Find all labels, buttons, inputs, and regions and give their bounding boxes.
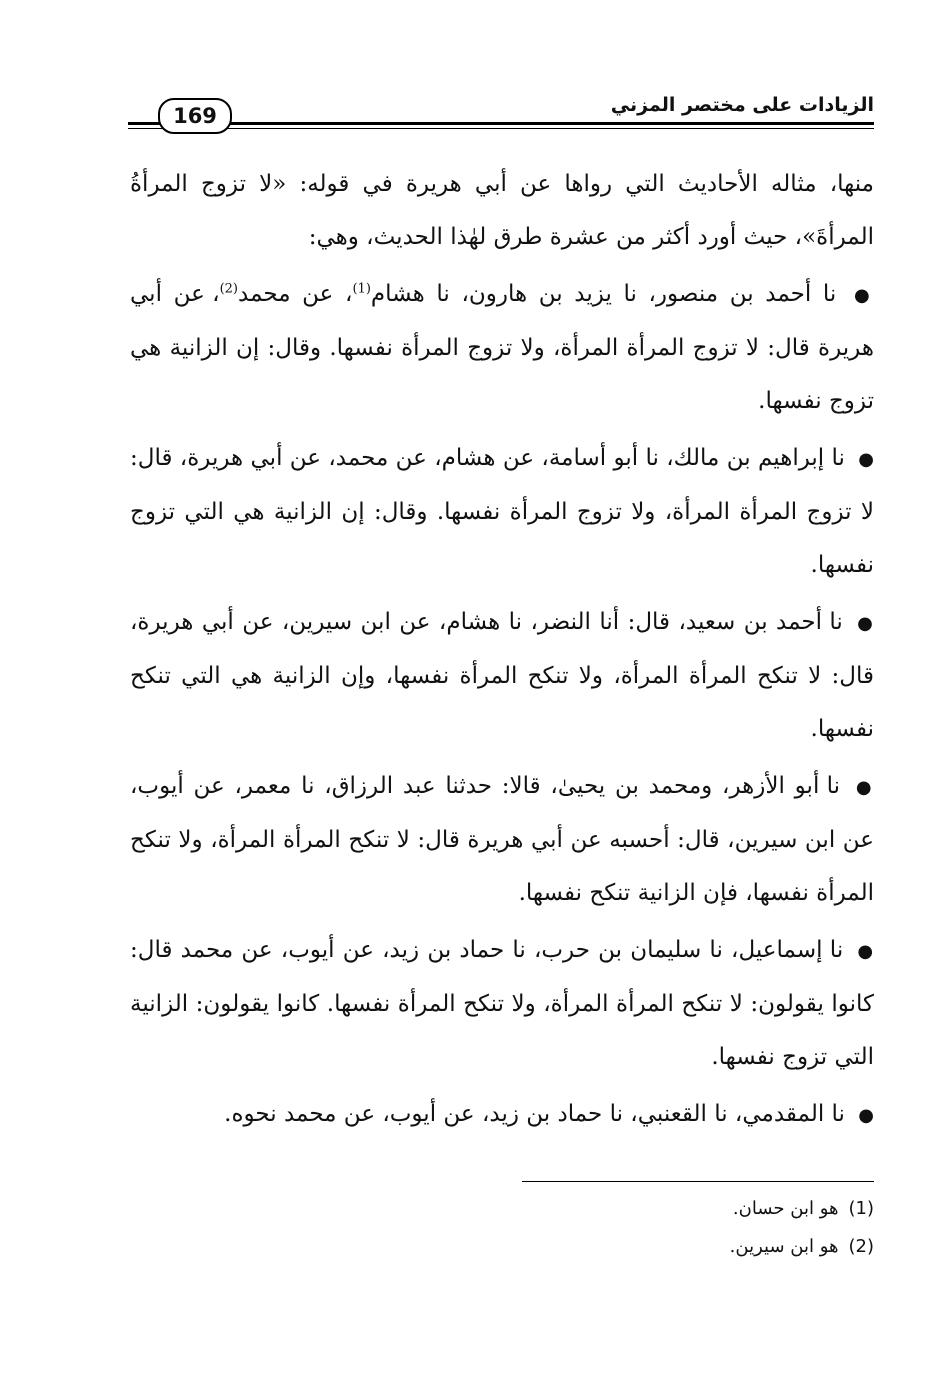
footnote-number: (2) — [848, 1236, 874, 1257]
hadith-text-part: نا أحمد بن منصور، نا يزيد بن هارون، نا هشام — [370, 281, 837, 307]
footnote-number: (1) — [848, 1198, 874, 1219]
footnote-divider — [522, 1181, 874, 1182]
main-text — [130, 158, 874, 1146]
header-rule-thin — [128, 128, 874, 129]
hadith-item — [130, 760, 874, 920]
page-number: 169 — [158, 98, 232, 134]
hadith-item — [130, 268, 874, 428]
hadith-item — [130, 432, 874, 592]
hadith-text: نا أبو الأزهر، ومحمد بن يحيىٰ، قالا: حدثنا عبد الرزاق، نا معمر، عن أيوب، عن ابن سيرين، قال: أحسبه عن أبي هريرة قال: لا تنكح المرأة المرأة، ولا تنكح المرأة نفسها، فإن الزانية تنكح نفسها. — [130, 773, 874, 906]
header-rule — [128, 122, 874, 125]
footnote-text: هو ابن سيرين. — [729, 1236, 839, 1257]
intro-paragraph — [130, 158, 874, 264]
bullet-icon: ● — [857, 613, 874, 634]
footnote — [400, 1228, 874, 1266]
footnote-text: هو ابن حسان. — [732, 1198, 839, 1219]
footnotes — [400, 1190, 874, 1266]
bullet-icon: ● — [858, 449, 874, 470]
footnote — [400, 1190, 874, 1228]
hadith-text: نا إسماعيل، نا سليمان بن حرب، نا حماد بن زيد، عن أيوب، عن محمد قال: كانوا يقولون: لا تنكح المرأة المرأة، ولا تنكح المرأة نفسها. كانوا يقولون: الزانية التي تزوج نفسها. — [130, 937, 874, 1070]
bullet-icon: ● — [857, 941, 875, 962]
bullet-icon: ● — [853, 285, 874, 306]
intro-line-2: المرأةَ»، حيث أورد أكثر من عشرة طرق لهٰذا الحديث، وهي: — [308, 224, 874, 250]
bullet-icon: ● — [858, 1105, 874, 1126]
running-title: الزيادات على مختصر المزني — [610, 94, 874, 116]
hadith-text: نا المقدمي، نا القعنبي، نا حماد بن زيد، عن أيوب، عن محمد نحوه. — [224, 1101, 845, 1127]
hadith-text: نا أحمد بن سعيد، قال: أنا النضر، نا هشام، عن ابن سيرين، عن أبي هريرة، قال: لا تنكح المرأة المرأة، ولا تنكح المرأة نفسها، وإن الزانية هي التي تنكح نفسها. — [130, 609, 874, 742]
bullet-icon: ● — [855, 777, 874, 798]
footnote-ref: (1) — [352, 281, 371, 297]
intro-line-1: منها، مثاله الأحاديث التي رواها عن أبي هريرة في قوله: «لا تزوج المرأةُ — [130, 171, 874, 197]
page-header — [128, 88, 874, 134]
hadith-item — [130, 596, 874, 756]
hadith-text: نا إبراهيم بن مالك، نا أبو أسامة، عن هشام، عن محمد، عن أبي هريرة، قال: لا تزوج المرأة المرأة، ولا تزوج المرأة نفسها. وقال: إن الزانية هي التي تزوج نفسها. — [130, 445, 874, 578]
hadith-text-part: ، عن محمد — [238, 281, 353, 307]
hadith-item — [130, 1088, 874, 1142]
footnote-ref: (2) — [219, 281, 238, 297]
hadith-item — [130, 924, 874, 1084]
hadith-text-part: ، عن أبي هريرة قال: لا تزوج المرأة المرأة، ولا تزوج المرأة نفسها. وقال: إن الزانية هي تزوج نفسها. — [130, 281, 874, 414]
